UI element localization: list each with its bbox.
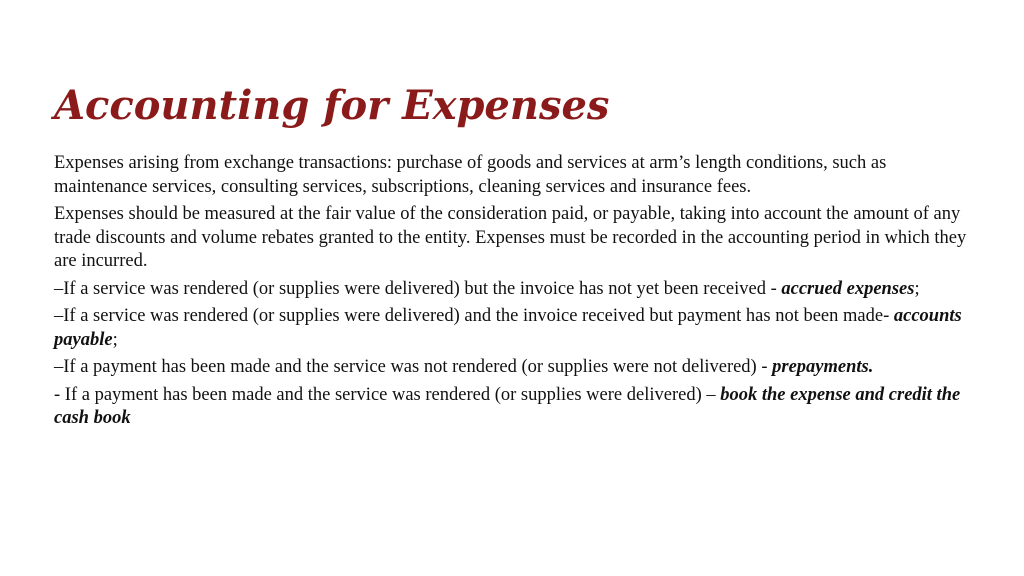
bullet-emphasis: prepayments. <box>772 357 874 377</box>
paragraph-text: Expenses should be measured at the fair value of the consideration paid, or payable, taking into account the amount of any trade discounts and volume rebates granted to the entity. Expenses must be recorded in the accounting period in which they are incurred. <box>54 204 967 271</box>
bullet-accounts-payable <box>54 305 970 352</box>
bullet-emphasis: accounts payable <box>54 306 962 350</box>
paragraph-exchange-transactions <box>54 152 970 199</box>
bullet-suffix: ; <box>914 278 920 299</box>
paragraph-measurement <box>54 203 970 274</box>
bullet-text: –If a service was rendered (or supplies were delivered) and the invoice received but payment has not been made- <box>54 306 894 326</box>
bullet-accrued-expenses <box>54 278 970 302</box>
bullet-suffix: ; <box>112 329 118 350</box>
bullet-text: - If a payment has been made and the service was rendered (or supplies were delivered) – <box>54 384 721 405</box>
bullet-text: –If a service was rendered (or supplies were delivered) but the invoice has not yet been received - <box>54 278 782 299</box>
bullet-prepayments <box>54 356 970 380</box>
slide-body <box>54 152 970 435</box>
bullet-text: –If a payment has been made and the service was not rendered (or supplies were not delivered) - <box>54 357 773 377</box>
bullet-emphasis: book the expense and credit the cash book <box>54 384 961 428</box>
bullet-book-expense <box>54 384 970 431</box>
paragraph-text: Expenses arising from exchange transactions: purchase of goods and services at arm’s length conditions, such as maintenance services, consulting services, subscriptions, cleaning services and insurance fees. <box>54 153 887 197</box>
bullet-emphasis: accrued expenses <box>781 278 915 299</box>
slide-title: Accounting for Expenses <box>54 82 610 129</box>
